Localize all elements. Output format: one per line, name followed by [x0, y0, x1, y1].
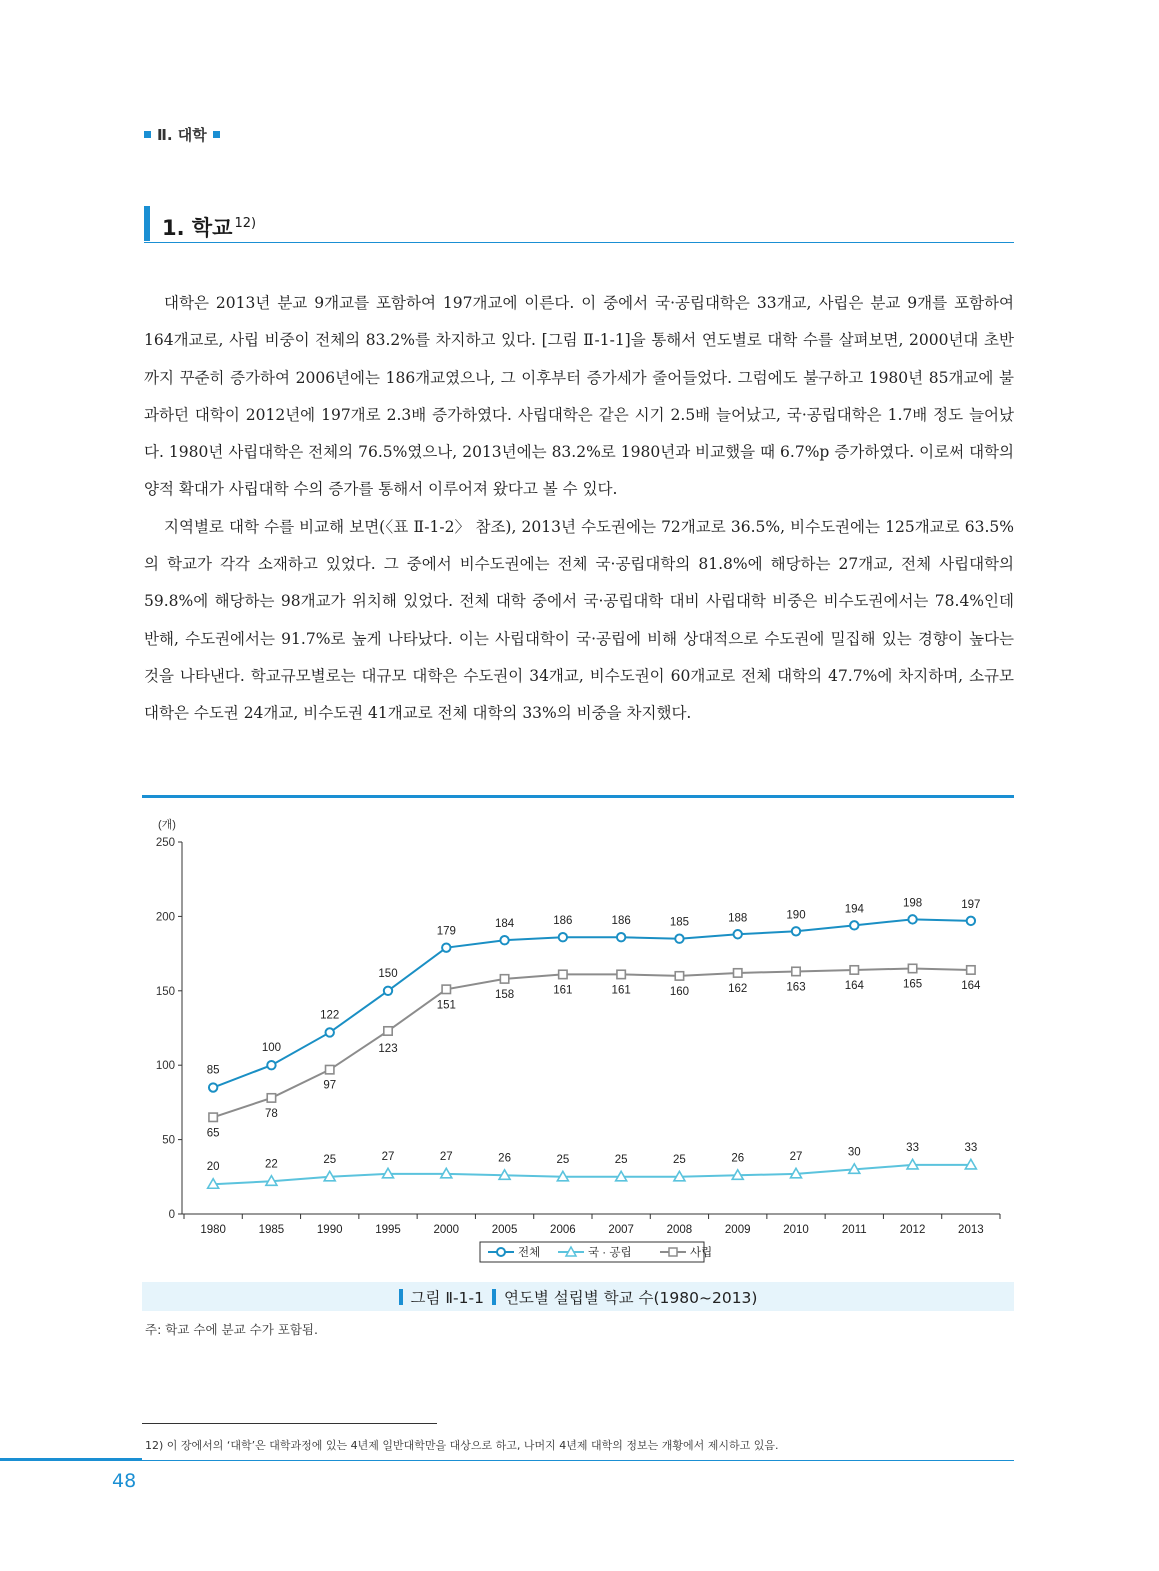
header-square-right — [213, 131, 220, 138]
data-point-total — [326, 1028, 334, 1036]
data-point-private — [209, 1113, 217, 1121]
x-tick-label: 2000 — [433, 1224, 460, 1236]
legend-label-2: 사립 — [690, 1247, 713, 1259]
data-label: 26 — [498, 1152, 511, 1165]
data-point-private — [850, 966, 858, 974]
data-label: 25 — [673, 1153, 686, 1166]
data-label: 186 — [611, 915, 631, 928]
data-point-private — [326, 1065, 334, 1073]
data-point-total — [734, 930, 742, 938]
data-point-total — [267, 1061, 275, 1069]
x-tick-label: 2012 — [899, 1224, 926, 1236]
data-label: 33 — [906, 1141, 919, 1154]
data-point-total — [908, 915, 916, 923]
data-label: 150 — [378, 967, 398, 980]
data-label: 78 — [265, 1107, 278, 1120]
y-tick-label: 100 — [155, 1060, 175, 1073]
caption-bar-right — [492, 1289, 496, 1305]
data-point-total — [617, 933, 625, 941]
page-bottom-accent — [0, 1458, 142, 1461]
data-point-private — [734, 969, 742, 977]
caption-title: 연도별 설립별 학교 수(1980~2013) — [503, 1288, 758, 1307]
x-tick-label: 2005 — [491, 1224, 518, 1236]
x-tick-label: 2008 — [666, 1224, 693, 1236]
data-label: 122 — [320, 1009, 340, 1022]
data-label: 22 — [265, 1158, 278, 1171]
data-label: 20 — [206, 1161, 220, 1174]
figure-note: 주: 학교 수에 분교 수가 포함됨. — [145, 1322, 318, 1337]
data-point-total — [559, 933, 567, 941]
x-tick-label: 1980 — [200, 1224, 226, 1236]
y-axis-unit-label: (개) — [158, 819, 176, 831]
data-point-private — [617, 970, 625, 978]
section-title-text: 1. 학교 — [162, 216, 233, 240]
y-tick-label: 50 — [162, 1134, 175, 1147]
figure-caption — [142, 1282, 1014, 1311]
data-point-private — [967, 966, 975, 974]
body-text — [144, 285, 1014, 733]
data-label: 25 — [323, 1153, 337, 1166]
paragraph-1: 대학은 2013년 분교 9개교를 포함하여 197개교에 이른다. 이 중에서 국·공립대학은 33개교, 사립은 분교 9개를 포함하여 164개교로, 사립 비중이 전체의 83.2%를 차지하고 있다. [그림 Ⅱ-1-1]을 통해서 연도별로 대학 수를 살펴보면, 2000년대 초반까지 꾸준히 증가하여 2006년에는 186개교였으나, 그 이후부터 증가세가 줄어들었다. 그럼에도 불구하고 1980년 85개교에 불과하던 대학이 2012년에 197개로 2.3배 증가하였다. 사립대학은 같은 시기 2.5배 늘어났고, 국·공립대학은 1.7배 정도 늘어났다. 1980년 사립대학은 전체의 76.5%였으나, 2013년에는 83.2%로 1980년과 비교했을 때 6.7%p 증가하였다. 이로써 대학의 양적 확대가 사립대학 수의 증가를 통해서 이루어져 왔다고 볼 수 있다. — [144, 294, 1015, 499]
data-label: 100 — [261, 1042, 282, 1055]
data-label: 151 — [436, 999, 456, 1012]
x-tick-label: 1995 — [375, 1224, 401, 1236]
data-label: 186 — [553, 915, 573, 928]
data-point-private — [500, 975, 508, 983]
data-point-total — [675, 935, 683, 943]
data-label: 27 — [789, 1150, 803, 1163]
data-label: 164 — [961, 979, 981, 992]
line-chart — [142, 810, 1014, 1280]
legend-label-0: 전체 — [518, 1247, 541, 1259]
x-tick-label: 2013 — [958, 1224, 984, 1236]
x-tick-label: 1990 — [316, 1224, 343, 1236]
data-label: 179 — [436, 925, 456, 938]
x-tick-label: 2011 — [841, 1224, 867, 1236]
legend-marker-private — [669, 1248, 677, 1256]
caption-label: 그림 Ⅱ-1-1 — [410, 1288, 484, 1307]
y-tick-label: 0 — [168, 1209, 175, 1221]
data-point-total — [442, 943, 450, 951]
data-point-private — [384, 1027, 392, 1035]
footnote-ref: 12) — [234, 216, 257, 231]
data-point-total — [384, 987, 392, 995]
footnote-divider — [142, 1423, 437, 1424]
data-label: 26 — [731, 1152, 745, 1165]
data-point-total — [850, 921, 858, 929]
data-label: 25 — [556, 1153, 570, 1166]
chapter-label: Ⅱ. 대학 — [157, 126, 207, 144]
data-label: 161 — [611, 984, 631, 997]
x-tick-label: 2009 — [724, 1224, 751, 1236]
x-tick-label: 2010 — [783, 1224, 809, 1236]
data-label: 165 — [902, 978, 923, 991]
footnote: 12) 이 장에서의 ‘대학’은 대학과정에 있는 4년제 일반대학만을 대상으로 하고, 나머지 4년제 대학의 정보는 개황에서 제시하고 있음. — [145, 1439, 779, 1452]
header-square-left — [144, 131, 151, 138]
data-label: 65 — [206, 1127, 220, 1140]
data-point-total — [967, 917, 975, 925]
y-tick-label: 250 — [155, 837, 175, 849]
data-label: 85 — [206, 1064, 220, 1077]
data-point-total — [792, 927, 800, 935]
data-label: 123 — [378, 1042, 398, 1055]
x-tick-label: 1985 — [258, 1224, 285, 1236]
running-header — [144, 124, 220, 145]
data-label: 185 — [669, 916, 690, 929]
data-point-private — [442, 985, 450, 993]
page-number: 48 — [112, 1470, 137, 1492]
data-label: 163 — [786, 981, 806, 994]
y-tick-label: 150 — [155, 985, 175, 998]
data-label: 27 — [381, 1150, 395, 1163]
section-heading — [144, 206, 1014, 243]
paragraph-2: 지역별로 대학 수를 비교해 보면(〈표 Ⅱ-1-2〉 참조), 2013년 수도권에는 72개교로 36.5%, 비수도권에는 125개교로 63.5%의 학교가 각각 소재하고 있었다. 그 중에서 비수도권에는 전체 국·공립대학의 81.8%에 해당하는 27개교, 전체 사립대학의 59.8%에 해당하는 98개교가 위치해 있었다. 전체 대학 중에서 국·공립대학 대비 사립대학 비중은 비수도권에서는 78.4%인데 반해, 수도권에서는 91.7%로 높게 나타났다. 이는 사립대학이 국·공립에 비해 상대적으로 수도권에 밀집해 있는 경향이 높다는 것을 나타낸다. 학교규모별로는 대규모 대학은 수도권이 34개교, 비수도권이 60개교로 전체 대학의 47.7%에 차지하며, 소규모 대학은 수도권 24개교, 비수도권 41개교로 전체 대학의 33%의 비중을 차지했다. — [144, 517, 1014, 723]
data-label: 158 — [494, 988, 515, 1001]
x-tick-label: 2006 — [550, 1224, 576, 1236]
data-label: 198 — [902, 897, 923, 910]
data-label: 160 — [669, 985, 690, 998]
caption-bar-left — [399, 1289, 403, 1305]
legend-marker-total — [497, 1248, 505, 1256]
data-point-private — [792, 967, 800, 975]
section-heading-bar — [144, 206, 150, 241]
data-point-private — [559, 970, 567, 978]
data-label: 161 — [553, 984, 573, 997]
data-label: 197 — [961, 898, 981, 911]
data-point-total — [209, 1083, 217, 1091]
data-label: 190 — [786, 909, 806, 922]
legend-label-1: 국 · 공립 — [588, 1247, 632, 1259]
data-label: 162 — [728, 982, 748, 995]
y-tick-label: 200 — [155, 911, 175, 924]
data-point-total — [500, 936, 508, 944]
data-label: 184 — [494, 918, 515, 931]
data-point-private — [675, 972, 683, 980]
data-label: 33 — [964, 1141, 978, 1154]
data-label: 194 — [844, 903, 864, 916]
data-label: 27 — [439, 1150, 453, 1163]
data-label: 25 — [614, 1153, 628, 1166]
data-point-private — [908, 964, 916, 972]
data-point-private — [267, 1094, 275, 1102]
x-tick-label: 2007 — [608, 1224, 634, 1236]
data-label: 97 — [323, 1079, 337, 1092]
data-label: 30 — [847, 1146, 861, 1159]
section-title — [162, 212, 256, 242]
data-label: 188 — [728, 912, 748, 925]
page-bottom-rule — [142, 1460, 1014, 1461]
figure-top-rule — [142, 795, 1014, 798]
data-label: 164 — [844, 979, 864, 992]
